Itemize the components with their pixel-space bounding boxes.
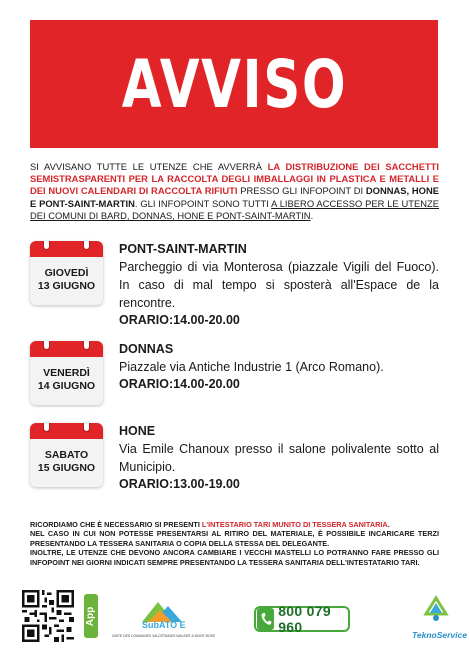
subato-subtitle: UNITÉ DES COMMUNES VALDÔTAINES WALSER & MONT-ROSE — [112, 634, 216, 638]
event-day: VENERDÌ — [43, 367, 90, 379]
event-place: HONE — [119, 424, 156, 438]
intro-highlight: LA DISTRIBUZIONE DEI SACCHETTI SEMISTRASPARENTI PER LA RACCOLTA DEGLI IMBALLAGGI IN PLASTICA E METALLI E DEI NUOVI CALENDARI DI RACCOLTA RIFIUTI — [30, 161, 440, 197]
intro-paragraph — [30, 161, 439, 222]
calendar-icon — [30, 423, 103, 487]
note-line-2: NEL CASO IN CUI NON POTESSE PRESENTARSI AL RITIRO DEL MATERIALE, È POSSIBILE INCARICARE TERZI PRESENTANDO LA TESSERA SANITARIA O COPIA DELLA STESSA DEL DELEGANTE. — [30, 529, 439, 548]
app-label: App — [85, 606, 97, 626]
phone-icon — [257, 608, 274, 630]
intro-text-1: SI AVVISANO TUTTE LE UTENZE CHE AVVERRÀ — [30, 161, 268, 172]
banner-title: AVVISO — [121, 45, 347, 123]
tekno-name: TeknoService — [412, 630, 467, 640]
note-highlight: L'INTESTARIO TARI MUNITO DI TESSERA SANITARIA — [201, 520, 388, 529]
event-description: Piazzale via Antiche Industrie 1 (Arco Romano). — [119, 360, 384, 374]
event-description: Via Emile Chanoux presso il salone polivalente sotto al Municipio. — [119, 442, 439, 474]
event-day: GIOVEDÌ — [44, 267, 89, 279]
note-text: RICORDIAMO CHE È NECESSARIO SI PRESENTI — [30, 520, 202, 529]
teknoservice-logo — [412, 594, 467, 644]
event-description: Parcheggio di via Monterosa (piazzale Vigili del Fuoco). In caso di mal tempo si sposterà all'Espace de la rencontre. — [119, 260, 439, 310]
title-banner — [30, 20, 438, 148]
event-hours: ORARIO:14.00-20.00 — [119, 377, 240, 391]
app-badge[interactable] — [84, 594, 98, 638]
note-line-3: INOLTRE, LE UTENZE CHE DEVONO ANCORA CAMBIARE I VECCHI MASTELLI LO POTRANNO FARE PRESSO GLI INFOPOINT NEI GIORNI INDICATI SEMPRE PRESENTANDO LA TESSERA SANITARIA DELL'INTESTATARIO TARI. — [30, 548, 439, 567]
event-place: DONNAS — [119, 342, 174, 356]
qr-code-icon[interactable] — [22, 590, 74, 642]
notes-section — [30, 520, 439, 567]
intro-access-note: A LIBERO ACCESSO PER LE UTENZE DEI COMUNI DI BARD, DONNAS, HONE E PONT-SAINT-MARTIN — [30, 197, 440, 221]
phone-number: 800 079 960 — [278, 603, 331, 635]
toll-free-number[interactable] — [254, 603, 350, 635]
event-day: SABATO — [44, 449, 89, 461]
calendar-icon — [30, 241, 103, 305]
note-line-1 — [30, 520, 439, 529]
recycle-icon — [412, 594, 460, 628]
event-date: 13 GIUGNO — [37, 280, 96, 292]
intro-text-2: PRESSO GLI INFOPOINT DI — [237, 185, 366, 197]
intro-text-4: . — [310, 209, 314, 221]
subato-logo — [112, 596, 216, 642]
intro-locations: DONNAS, HONE E PONT-SAINT-MARTIN — [30, 185, 439, 209]
note-text: . — [387, 520, 390, 529]
event-hours: ORARIO:13.00-19.00 — [119, 477, 240, 491]
subato-name: SubATO E — [142, 620, 186, 630]
event-date: 15 GIUGNO — [37, 462, 96, 474]
intro-text-3: . GLI INFOPOINT SONO TUTTI — [134, 197, 272, 209]
event-hours: ORARIO:14.00-20.00 — [119, 313, 240, 327]
calendar-icon — [30, 341, 103, 405]
event-date: 14 GIUGNO — [37, 380, 96, 392]
event-place: PONT-SAINT-MARTIN — [119, 242, 247, 256]
footer-logos — [0, 588, 469, 648]
